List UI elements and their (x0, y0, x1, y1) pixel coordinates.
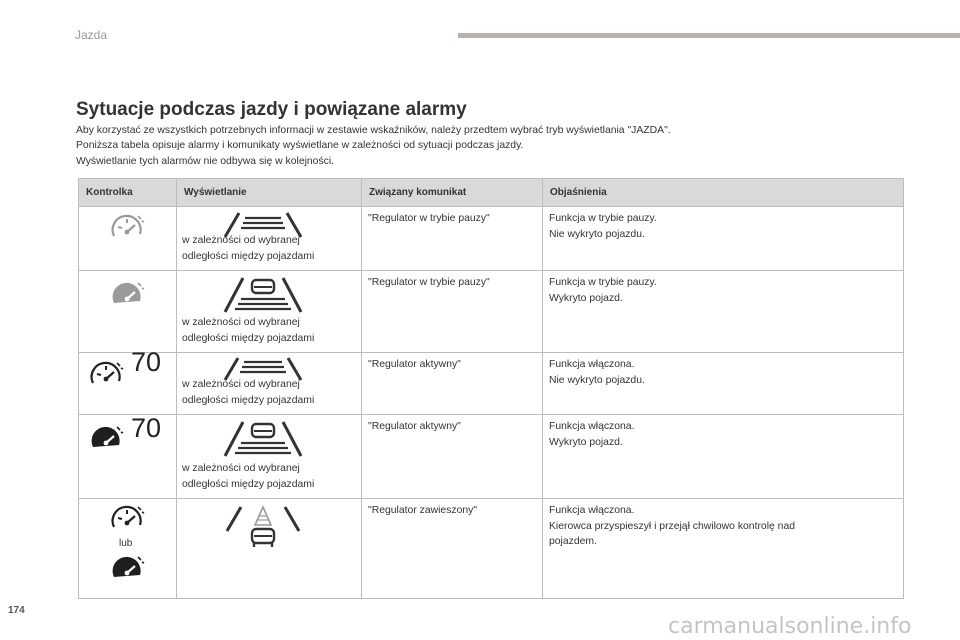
explanation-cell: Funkcja włączona. Wykryto pojazd. (543, 415, 904, 499)
header-objasnienia: Objaśnienia (543, 179, 904, 207)
distance-vehicle-icon (223, 421, 303, 457)
message-cell: "Regulator zawieszony" (362, 499, 543, 599)
table-row (79, 353, 904, 415)
page-title: Sytuacje podczas jazdy i powiązane alarmy (76, 99, 467, 120)
table-header-row (79, 179, 904, 207)
table-row (79, 207, 904, 271)
display-text: w zależności od wybranej odległości między pojazdami (182, 463, 315, 490)
watermark: carmanualsonline.info (668, 614, 912, 639)
display-cell (177, 353, 362, 415)
control-cell (79, 499, 177, 599)
explanation-cell: Funkcja włączona. Nie wykryto pojazdu. (543, 353, 904, 415)
set-speed-value: 70 (131, 347, 162, 377)
cruise-control-outline-icon (89, 359, 125, 391)
message-cell: "Regulator w trybie pauzy" (362, 271, 543, 353)
header-wyswietlanie: Wyświetlanie (177, 179, 362, 207)
set-speed-value: 70 (131, 413, 162, 443)
table-row (79, 499, 904, 599)
header-kontrolka: Kontrolka (79, 179, 177, 207)
header-komunikat: Związany komunikat (362, 179, 543, 207)
section-label: Jazda (75, 28, 108, 42)
control-cell (79, 271, 177, 353)
cruise-control-filled-icon (110, 553, 146, 585)
or-label: lub (119, 538, 133, 549)
intro-line: Wyświetlanie tych alarmów nie odbywa się w kolejności. (76, 155, 335, 167)
intro-text (76, 123, 916, 169)
intro-line: Poniższa tabela opisuje alarmy i komunikaty wyświetlane w zależności od sytuacji podczas jazdy. (76, 140, 524, 152)
explanation-cell: Funkcja w trybie pauzy. Wykryto pojazd. (543, 271, 904, 353)
cruise-control-filled-icon (89, 423, 125, 455)
display-cell (177, 207, 362, 271)
message-cell: "Regulator aktywny" (362, 415, 543, 499)
message-cell: "Regulator w trybie pauzy" (362, 207, 543, 271)
table-row (79, 271, 904, 353)
intro-line: Aby korzystać ze wszystkich potrzebnych informacji w zestawie wskaźników, należy przedtem wybrać tryb wyświetlania "JAZDA". (76, 125, 671, 136)
display-text: w zależności od wybranej odległości między pojazdami (182, 317, 315, 344)
display-cell (177, 271, 362, 353)
cruise-control-filled-gray-icon (110, 279, 146, 311)
table-row (79, 415, 904, 499)
page-number: 174 (8, 605, 25, 616)
control-cell (79, 207, 177, 271)
acceleration-override-icon (223, 505, 303, 549)
explanation-cell: Funkcja włączona. Kierowca przyspieszył i przejął chwilowo kontrolę nad pojazdem. (543, 499, 904, 599)
display-cell (177, 499, 362, 599)
display-text: w zależności od wybranej odległości między pojazdami (182, 379, 315, 406)
alarm-table (78, 178, 904, 599)
control-cell (79, 347, 177, 415)
cruise-control-outline-icon (110, 503, 146, 535)
section-bar (458, 33, 960, 38)
distance-vehicle-icon (223, 277, 303, 313)
display-cell (177, 415, 362, 499)
display-text: w zależności od wybranej odległości między pojazdami (182, 235, 315, 262)
message-cell: "Regulator aktywny" (362, 353, 543, 415)
explanation-cell: Funkcja w trybie pauzy. Nie wykryto pojazdu. (543, 207, 904, 271)
control-cell (79, 415, 177, 499)
cruise-control-outline-icon (110, 212, 146, 244)
